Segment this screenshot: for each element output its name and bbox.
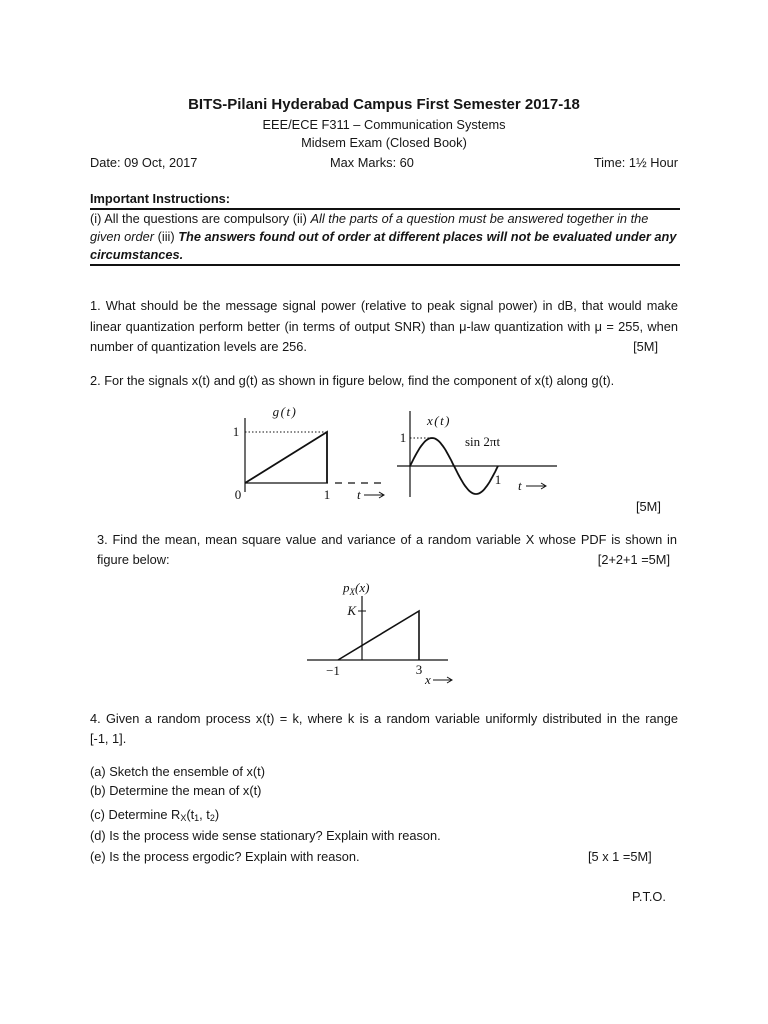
- question-2-marks: [5M]: [636, 499, 661, 514]
- instructions-bottom-rule: [90, 264, 680, 266]
- question-4-part-c: [90, 805, 219, 825]
- pdf-label-argument: (x): [355, 580, 370, 595]
- pdf-neg-one-label: −1: [326, 663, 340, 678]
- instruction-order: All the parts of a question must be answered together in the given order: [90, 211, 649, 244]
- question-4: [90, 709, 678, 749]
- question-3: [97, 530, 677, 570]
- g-t-ramp: [245, 432, 327, 483]
- g-t-plot: [233, 404, 385, 502]
- x-t-end-label: 1: [494, 472, 502, 487]
- signals-figure: [220, 400, 565, 505]
- pdf-three-label: 3: [415, 662, 423, 677]
- question-3-marks: [2+2+1 =5M]: [597, 552, 670, 567]
- part-c-prefix: (c) Determine R: [90, 807, 181, 822]
- question-2-text: 2. For the signals x(t) and g(t) as shown in figure below, find the component of x(t) along g(t).: [90, 373, 615, 388]
- instruction-warning: The answers found out of order at different places will not be evaluated under any circumstances.: [90, 229, 677, 262]
- question-4-part-d: (d) Is the process wide sense stationary? Explain with reason.: [90, 828, 441, 843]
- question-1-text: 1. What should be the message signal power (relative to peak signal power) in dB, that would make linear quantization perform better (in terms of output SNR) than μ-law quantization with μ = 255, when number of quantization levels are 256.: [90, 298, 678, 354]
- question-1-marks: [5M]: [633, 339, 658, 354]
- instruction-compulsory: (i) All the questions are compulsory (ii): [90, 211, 307, 226]
- pdf-label: [342, 580, 369, 597]
- question-4-part-b: (b) Determine the mean of x(t): [90, 783, 262, 798]
- question-4-part-a: (a) Sketch the ensemble of x(t): [90, 764, 265, 779]
- instruction-marker-iii: (iii): [157, 229, 175, 244]
- exam-type: Midsem Exam (Closed Book): [301, 135, 467, 150]
- question-4-text: 4. Given a random process x(t) = k, where k is a random variable uniformly distributed in the range: [90, 711, 678, 726]
- question-4-part-e: (e) Is the process ergodic? Explain with reason.: [90, 849, 360, 864]
- question-3-text: 3. Find the mean, mean square value and variance of a random variable X whose PDF is shown in figure below:: [97, 532, 677, 567]
- x-t-label: x(t): [426, 413, 452, 428]
- please-turn-over: P.T.O.: [632, 889, 666, 904]
- exam-duration: Time: 1½ Hour: [593, 155, 678, 170]
- pdf-label-subscript: X: [349, 587, 355, 597]
- instructions-text: [90, 210, 680, 264]
- max-marks: Max Marks: 60: [330, 155, 414, 170]
- course-name: EEE/ECE F311 – Communication Systems: [262, 117, 506, 132]
- g-t-end-label: 1: [323, 487, 331, 502]
- x-t-axis-label: t: [518, 478, 522, 493]
- question-1: [90, 296, 678, 358]
- pdf-figure: [300, 580, 460, 690]
- pdf-axis-label: x: [425, 672, 431, 687]
- exam-title: BITS-Pilani Hyderabad Campus First Semester 2017-18: [188, 96, 580, 113]
- part-c-mid1: (t: [186, 807, 195, 822]
- question-4-marks: [5 x 1 =5M]: [588, 849, 652, 864]
- x-t-curve-label: sin 2πt: [465, 434, 501, 449]
- pdf-plot: [307, 580, 452, 687]
- question-4-range: [-1, 1].: [90, 731, 127, 746]
- g-t-label: g(t): [272, 404, 298, 419]
- part-c-mid2: , t: [199, 807, 210, 822]
- g-t-origin-label: 0: [234, 487, 242, 502]
- part-c-sub-2: 2: [209, 813, 215, 823]
- part-c-sub-1: 1: [194, 813, 200, 823]
- x-t-plot: [397, 411, 557, 497]
- instructions-heading: Important Instructions:: [90, 191, 231, 206]
- exam-date: Date: 09 Oct, 2017: [90, 155, 198, 170]
- pdf-label-p: p: [343, 580, 350, 595]
- part-c-sub-x: X: [180, 813, 187, 823]
- g-t-level-label: 1: [232, 424, 240, 439]
- part-c-suffix: ): [214, 807, 220, 822]
- question-2: [90, 371, 678, 391]
- pdf-ramp: [338, 611, 419, 660]
- x-t-level-label: 1: [399, 430, 407, 445]
- pdf-k-label: K: [347, 603, 356, 618]
- g-t-axis-label: t: [357, 487, 361, 502]
